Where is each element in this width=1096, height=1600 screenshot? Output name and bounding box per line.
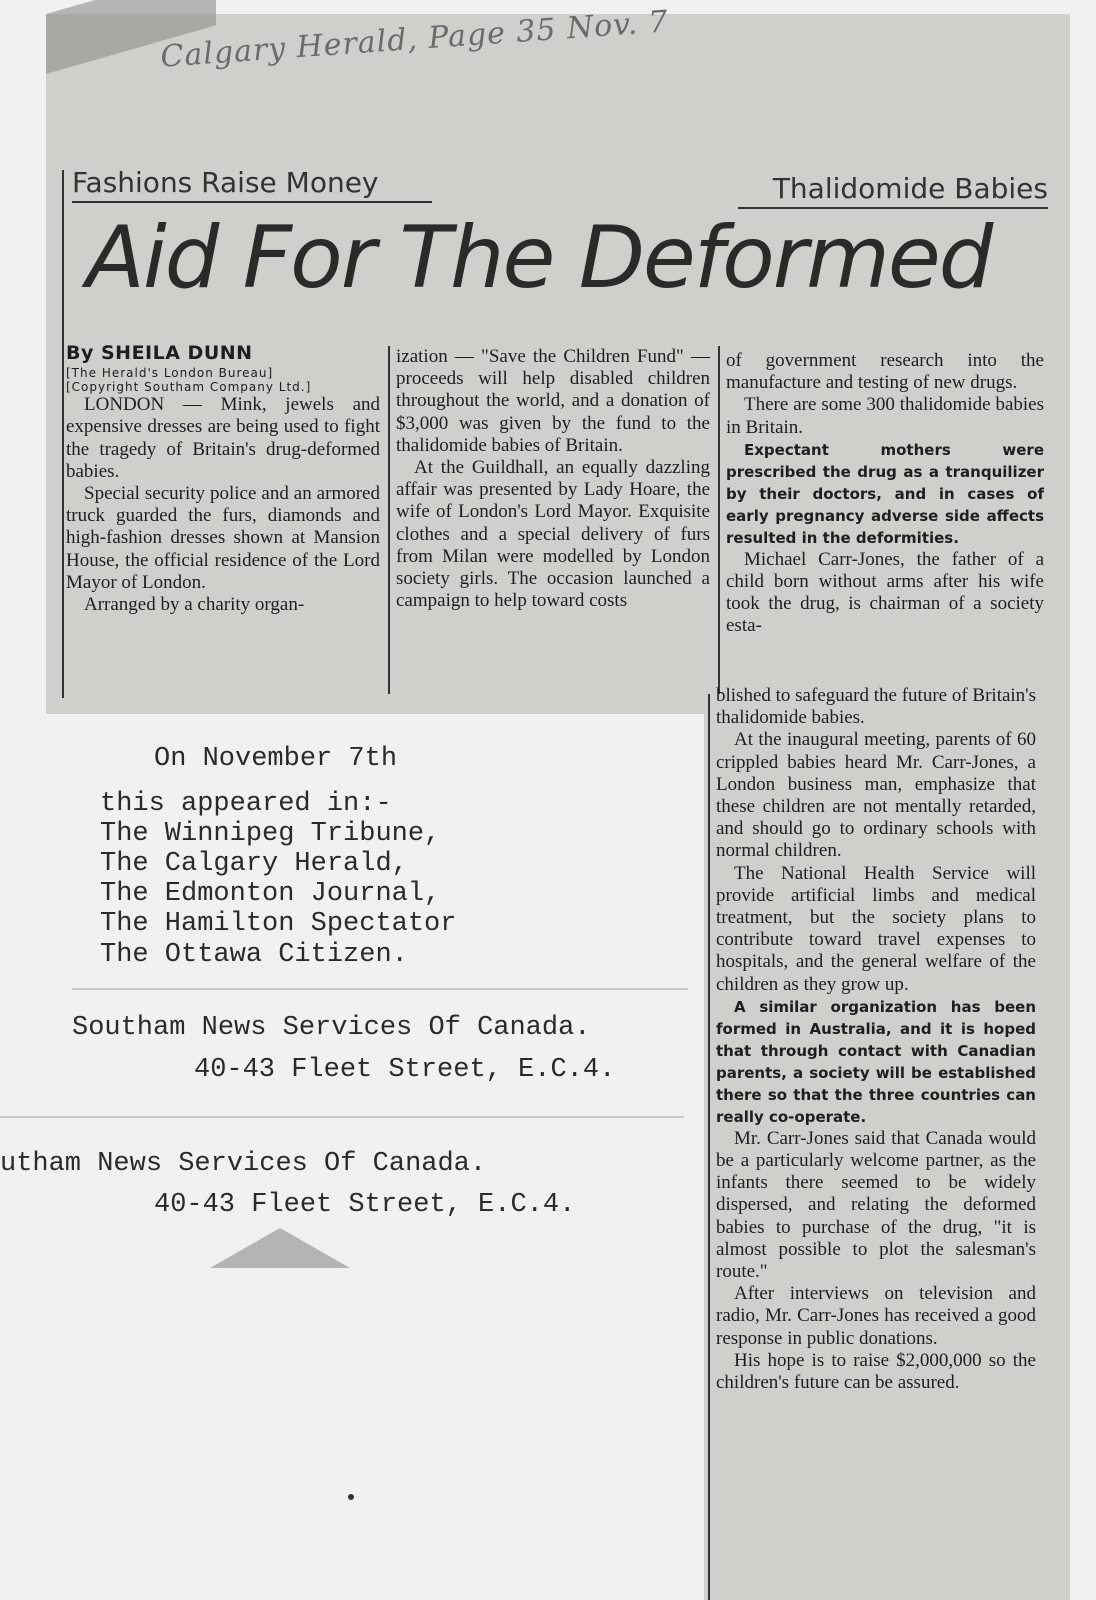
paper-name: The Calgary Herald, [100,849,408,879]
stamp-agency-name: utham News Services Of Canada. [0,1149,487,1179]
paper-name: The Hamilton Spectator [100,909,457,939]
column-rule-2 [718,346,720,694]
headline: Aid For The Deformed [86,208,992,308]
article-column-continued [716,685,1036,1394]
kicker-right: Thalidomide Babies [738,172,1048,209]
bold-paragraph: Expectant mothers were prescribed the drug as a tranquilizer by their doctors, and in cases of early pregnancy adverse side affects resulted in the deformities. [726,440,1044,547]
paragraph: After interviews on television and radio, Mr. Carr-Jones has received a good response in public donations. [716,1283,1036,1349]
paper-smudge [210,1228,350,1268]
paragraph: Special security police and an armored truck guarded the furs, diamonds and high-fashion dresses shown at Mansion House, the official residence of the Lord Mayor of London. [66,483,380,593]
ink-dot [348,1494,354,1500]
handwritten-note: Calgary Herald, Page 35 Nov. 7 [159,4,670,75]
left-border-rule [62,170,64,698]
paper-name: The Ottawa Citizen. [100,940,408,970]
paragraph: Michael Carr-Jones, the father of a child born without arms after his wife took the drug, is chairman of a society esta- [726,548,1044,637]
paragraph: Arranged by a charity organ- [84,594,305,616]
bureau-line: [The Herald's London Bureau] [66,366,274,381]
stamp-address: 40-43 Fleet Street, E.C.4. [154,1190,576,1220]
paragraph: At the inaugural meeting, parents of 60 crippled babies heard Mr. Carr-Jones, a London business man, emphasize that these children are not mentally retarded, and should go to ordinary schools with normal children. [716,729,1036,862]
typed-intro: this appeared in:- [100,789,392,819]
copyright-line: [Copyright Southam Company Ltd.] [66,380,312,395]
divider-line [0,1116,684,1118]
paragraph: At the Guildhall, an equally dazzling affair was presented by Lady Hoare, the wife of London's Lord Mayor. Exquisite clothes and a special delivery of furs from Milan were modelled by London society girls. The occasion launched a campaign to help toward costs [396,457,710,612]
paragraph: The National Health Service will provide artificial limbs and medical treatment, but the society plans to contribute toward travel expenses to hospitals, and the general welfare of the children as they grow up. [716,862,1036,995]
kicker-left: Fashions Raise Money [72,166,432,203]
bold-paragraph: A similar organization has been formed in Australia, and it is hoped that through contact with Canadian parents, a society will be established there so that the three countries can really co-operate. [716,997,1036,1126]
stamp-address: 40-43 Fleet Street, E.C.4. [194,1055,616,1085]
typed-date-line: On November 7th [154,744,398,774]
paragraph: Mr. Carr-Jones said that Canada would be a particularly welcome partner, as the infants there seemed to be widely dispersed, and relating the deformed babies to purchase of the drug, "it is almost possible to plot the salesman's route." [716,1127,1036,1283]
paper-name: The Edmonton Journal, [100,879,441,909]
divider-line [72,988,688,990]
paragraph: His hope is to raise $2,000,000 so the children's future can be assured. [716,1349,1036,1394]
paper-name: The Winnipeg Tribune, [100,819,441,849]
article-column-1 [66,342,380,616]
stamp-agency-name: Southam News Services Of Canada. [72,1013,591,1043]
column-rule-3 [708,694,710,1600]
paragraph: of government research into the manufacture and testing of new drugs. [726,350,1044,394]
byline: By SHEILA DUNN [66,342,253,364]
column-rule-1 [388,346,390,694]
paragraph: There are some 300 thalidomide babies in Britain. [726,394,1044,438]
article-column-2 [396,346,710,612]
paragraph: blished to safeguard the future of Britain's thalidomide babies. [716,685,1037,729]
paragraph: ization — "Save the Children Fund" — proceeds will help disabled children throughout the world, and a donation of $3,000 was given by the fund to the thalidomide babies of Britain. [396,346,710,456]
paragraph: LONDON — Mink, jewels and expensive dresses are being used to fight the tragedy of Britain's drug-deformed babies. [66,394,380,482]
article-column-3 [726,350,1044,638]
